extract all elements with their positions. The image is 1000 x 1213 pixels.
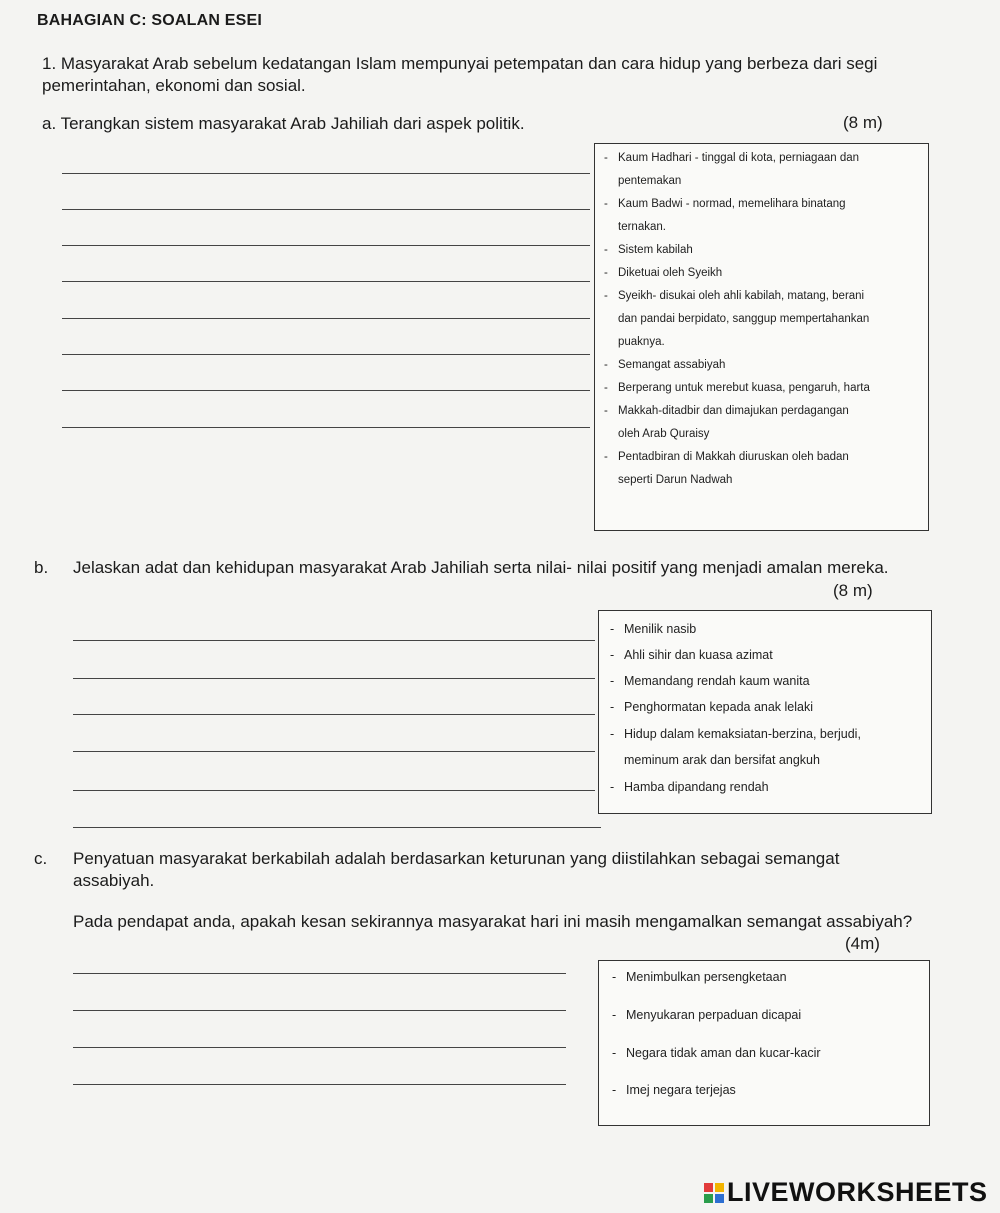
question-b-label: b. (34, 558, 49, 577)
writing-line (62, 354, 590, 355)
question-1-intro: 1. Masyarakat Arab sebelum kedatangan Islam mempunyai petempatan dan cara hidup yang berbeza dari segi pemerintahan, ekonomi dan sosial. (42, 54, 878, 95)
question-b-text: Jelaskan adat dan kehidupan masyarakat Arab Jahiliah serta nilai- nilai positif yang menjadi amalan mereka. (73, 558, 889, 577)
writing-line (73, 640, 595, 641)
answer-item: - Sistem kabilah (604, 244, 693, 256)
question-c-label: c. (34, 849, 48, 868)
question-c-marks: (4m) (845, 934, 880, 953)
writing-line (73, 714, 595, 715)
answer-item: dan pandai berpidato, sanggup mempertahankan (618, 313, 870, 325)
writing-line (73, 1010, 566, 1011)
writing-line (73, 973, 566, 974)
answer-item: oleh Arab Quraisy (618, 428, 710, 440)
question-a-text: a. Terangkan sistem masyarakat Arab Jahiliah dari aspek politik. (42, 114, 525, 133)
answer-item: - Diketuai oleh Syeikh (604, 267, 723, 279)
answer-item: - Pentadbiran di Makkah diuruskan oleh badan (604, 451, 849, 463)
writing-line (73, 751, 595, 752)
writing-line (73, 1047, 566, 1048)
writing-line (73, 790, 595, 791)
writing-line (73, 678, 595, 679)
answer-item: - Menilik nasib (610, 622, 697, 636)
writing-line (62, 281, 590, 282)
answer-item: - Negara tidak aman dan kucar-kacir (612, 1046, 821, 1060)
answer-item: ternakan. (618, 221, 666, 233)
question-a-marks: (8 m) (843, 113, 883, 132)
writing-line (62, 245, 590, 246)
answer-item: - Memandang rendah kaum wanita (610, 674, 810, 688)
liveworksheets-brand (704, 1177, 988, 1208)
answer-item: pentemakan (618, 175, 682, 187)
answer-item: meminum arak dan bersifat angkuh (624, 753, 820, 767)
answer-item: - Makkah-ditadbir dan dimajukan perdagangan (604, 405, 849, 417)
writing-line (62, 427, 590, 428)
answer-item: - Kaum Badwi - normad, memelihara binatang (604, 198, 846, 210)
question-c-prompt: Pada pendapat anda, apakah kesan sekirannya masyarakat hari ini masih mengamalkan semangat assabiyah? (73, 912, 913, 931)
answer-box-c (598, 960, 930, 1126)
answer-item: - Syeikh- disukai oleh ahli kabilah, matang, berani (604, 290, 865, 302)
answer-box-a (594, 143, 929, 531)
answer-item: - Semangat assabiyah (604, 359, 726, 371)
answer-item: - Ahli sihir dan kuasa azimat (610, 648, 773, 662)
answer-item: - Menimbulkan persengketaan (612, 970, 787, 984)
liveworksheets-logo-icon (704, 1183, 724, 1203)
answer-box-b (598, 610, 932, 814)
answer-item: seperti Darun Nadwah (618, 474, 733, 486)
answer-item: puaknya. (618, 336, 665, 348)
writing-line (62, 318, 590, 319)
answer-item: - Hidup dalam kemaksiatan-berzina, berjudi, (610, 727, 861, 741)
question-c-text: Penyatuan masyarakat berkabilah adalah berdasarkan keturunan yang diistilahkan sebagai semangat assabiyah. (73, 849, 840, 890)
writing-line (62, 390, 590, 391)
question-b-marks: (8 m) (833, 581, 873, 600)
answer-item: - Berperang untuk merebut kuasa, pengaruh, harta (604, 382, 870, 394)
section-header: BAHAGIAN C: SOALAN ESEI (37, 12, 263, 29)
answer-item: - Kaum Hadhari - tinggal di kota, perniagaan dan (604, 152, 860, 164)
answer-item: - Imej negara terjejas (612, 1083, 736, 1097)
answer-item: - Menyukaran perpaduan dicapai (612, 1008, 802, 1022)
writing-line (62, 209, 590, 210)
writing-line (73, 827, 601, 828)
answer-item: - Penghormatan kepada anak lelaki (610, 700, 814, 714)
writing-line (73, 1084, 566, 1085)
writing-line (62, 173, 590, 174)
brand-text: LIVEWORKSHEETS (727, 1177, 988, 1207)
answer-item: - Hamba dipandang rendah (610, 780, 769, 794)
